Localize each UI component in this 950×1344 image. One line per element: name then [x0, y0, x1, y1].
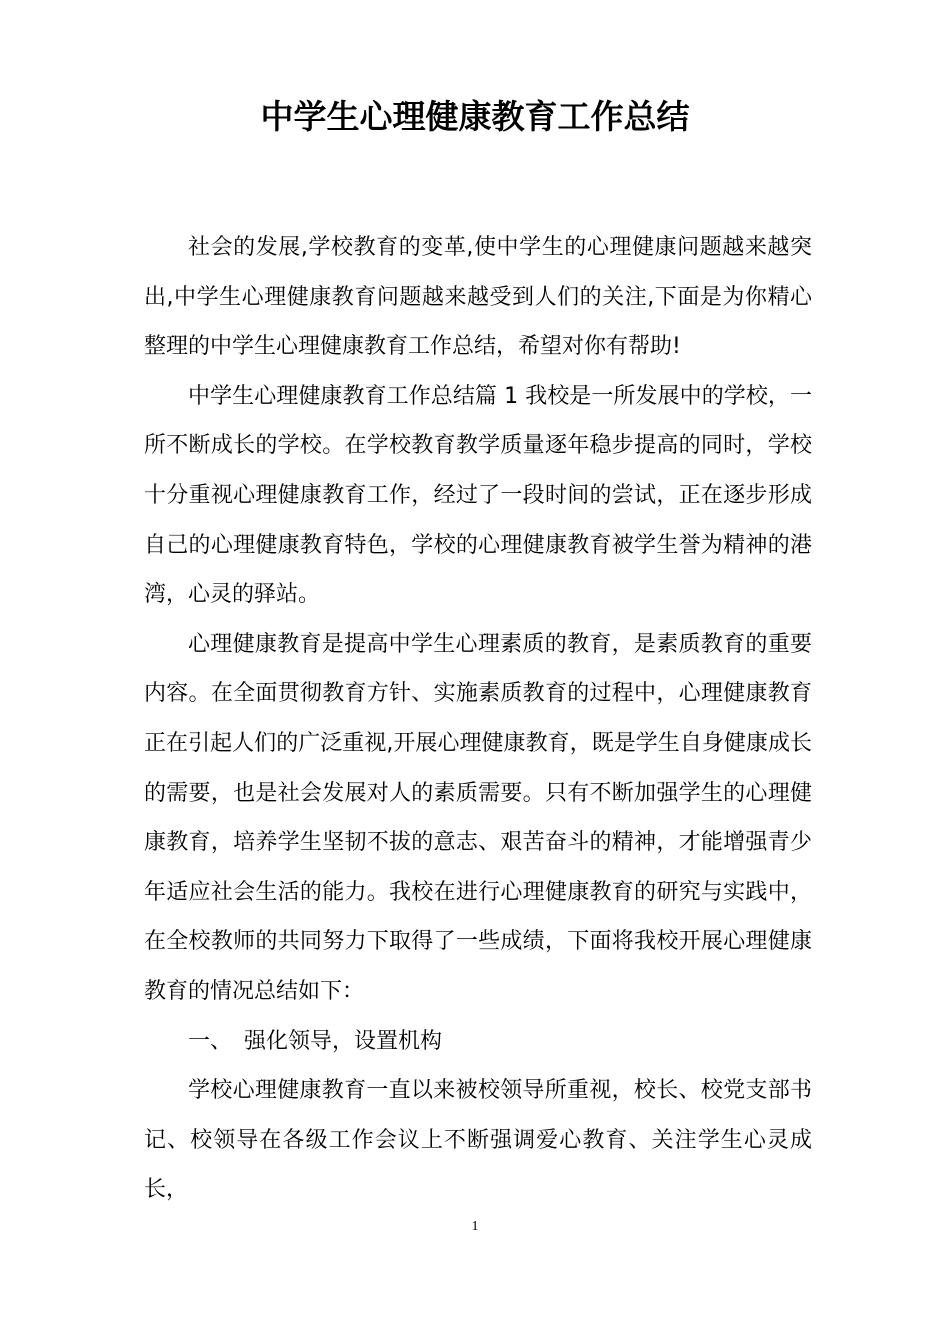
section-heading-text: 强化领导，设置机构 [244, 1028, 443, 1054]
section-heading [144, 1017, 812, 1067]
paragraph-school-overview: 中学生心理健康教育工作总结篇 1 我校是一所发展中的学校，一所不断成长的学校。在学校教育教学质量逐年稳步提高的同时，学校十分重视心理健康教育工作，经过了一段时间的尝试，正在逐步形成自己的心理健康教育特色，学校的心理健康教育被学生誉为精神的港湾，心灵的驿站。 [144, 383, 812, 608]
document-title: 中学生心理健康教育工作总结 [260, 97, 690, 136]
document-body [144, 223, 812, 1215]
paragraph-leadership: 学校心理健康教育一直以来被校领导所重视，校长、校党支部书记、校领导在各级工作会议上不断强调爱心教育、关注学生心灵成长， [144, 1078, 812, 1203]
paragraph-importance: 心理健康教育是提高中学生心理素质的教育，是素质教育的重要内容。在全面贯彻教育方针、实施素质教育的过程中，心理健康教育正在引起人们的广泛重视,开展心理健康教育，既是学生自身健康成长的需要，也是社会发展对人的素质需要。只有不断加强学生的心理健康教育，培养学生坚韧不拔的意志、艰苦奋斗的精神，才能增强青少年适应社会生活的能力。我校在进行心理健康教育的研究与实践中，在全校教师的共同努力下取得了一些成绩，下面将我校开展心理健康教育的情况总结如下： [144, 631, 812, 1004]
paragraph-intro: 社会的发展,学校教育的变革,使中学生的心理健康问题越来越突出,中学生心理健康教育问题越来越受到人们的关注,下面是为你精心整理的中学生心理健康教育工作总结，希望对你有帮助! [144, 235, 812, 360]
page-number: 1 [471, 1219, 479, 1234]
section-heading-number: 一、 [188, 1028, 233, 1054]
